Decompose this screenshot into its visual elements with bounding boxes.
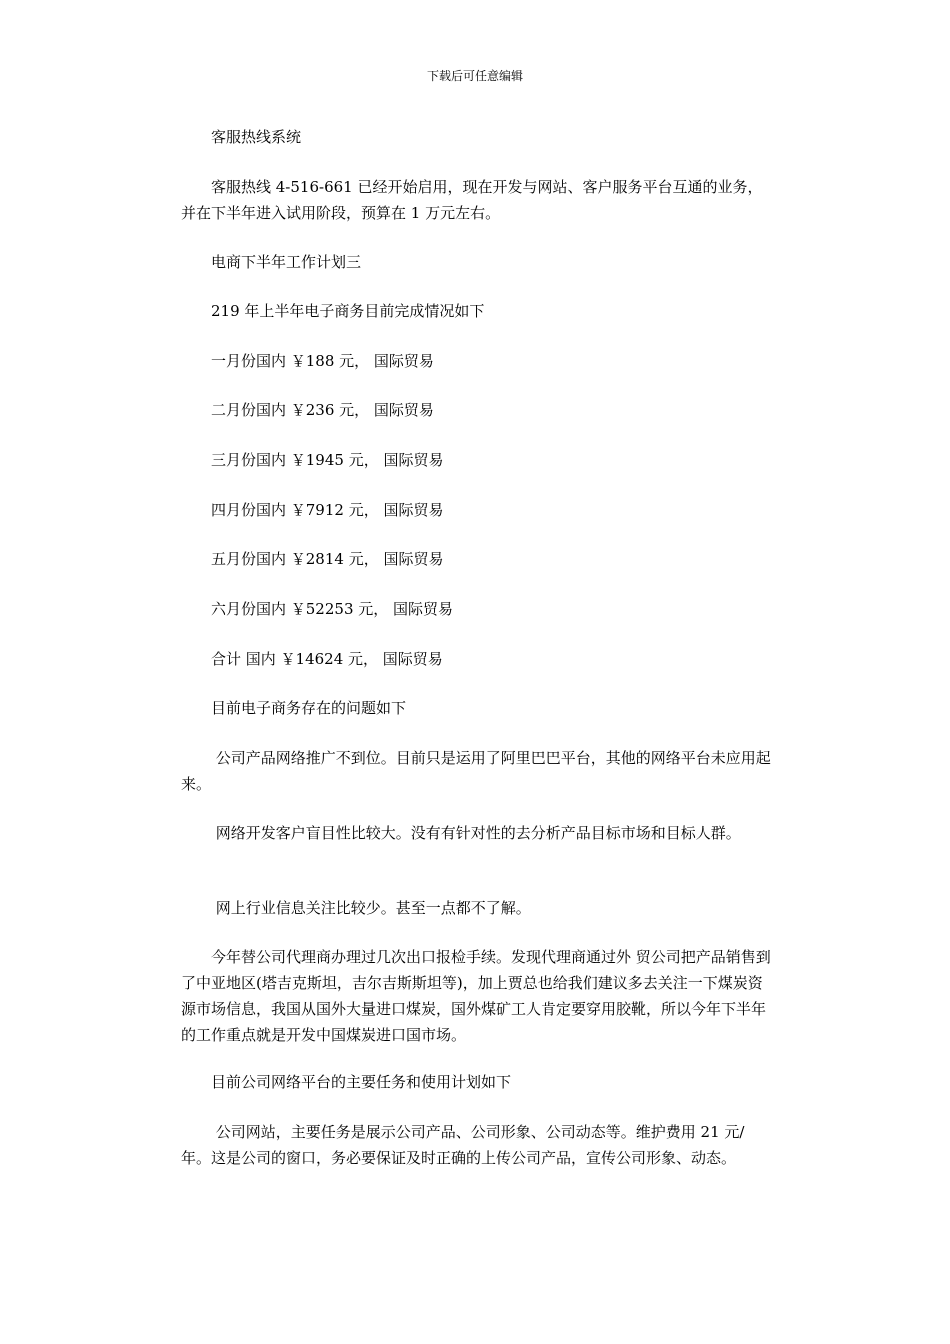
paragraph-hotline: 客服热线 4-516-661 已经开始启用，现在开发与网站、客户服务平台互通的业务，并在下半年进入试用阶段，预算在 1 万元左右。 [181,178,763,222]
section-heading-platform-tasks: 目前公司网络平台的主要任务和使用计划如下 [181,1073,512,1091]
paragraph-export: 今年替公司代理商办理过几次出口报检手续。发现代理商通过外 贸公司把产品销售到了中亚地区(塔吉克斯坦，吉尔吉斯斯坦等)，加上贾总也给我们建议多去关注一下煤炭资源市场信息，我国从国外大量进口煤炭，国外煤矿工人肯定要穿用胶靴，所以今年下半年的工作重点就是开发中国煤炭进口国市场。 [181,948,771,1044]
section-heading-plan-three: 电商下半年工作计划三 [181,253,362,271]
section-heading-problems: 目前电子商务存在的问题如下 [181,699,407,717]
page-header-note: 下载后可任意编辑 [426,69,523,83]
paragraph-problem-promotion: 公司产品网络推广不到位。目前只是运用了阿里巴巴平台，其他的网络平台未应用起来。 [181,749,771,793]
line-february: 二月份国内 ￥236 元， 国际贸易 [181,401,434,419]
line-january: 一月份国内 ￥188 元， 国际贸易 [181,352,434,370]
line-april: 四月份国内 ￥7912 元， 国际贸易 [181,501,444,519]
line-june: 六月份国内 ￥52253 元， 国际贸易 [181,600,454,618]
section-heading-hotline: 客服热线系统 [181,128,302,146]
paragraph-company-website: 公司网站，主要任务是展示公司产品、公司形象、公司动态等。维护费用 21 元/年。这是公司的窗口，务必要保证及时正确的上传公司产品，宣传公司形象、动态。 [181,1123,745,1167]
line-total: 合计 国内 ￥14624 元， 国际贸易 [181,650,443,668]
line-may: 五月份国内 ￥2814 元， 国际贸易 [181,550,444,568]
line-march: 三月份国内 ￥1945 元， 国际贸易 [181,451,444,469]
paragraph-problem-targeting: 网络开发客户盲目性比较大。没有有针对性的去分析产品目标市场和目标人群。 [181,824,741,842]
paragraph-completion-intro: 219 年上半年电子商务目前完成情况如下 [181,302,485,320]
paragraph-problem-info: 网上行业信息关注比较少。甚至一点都不了解。 [181,899,531,917]
